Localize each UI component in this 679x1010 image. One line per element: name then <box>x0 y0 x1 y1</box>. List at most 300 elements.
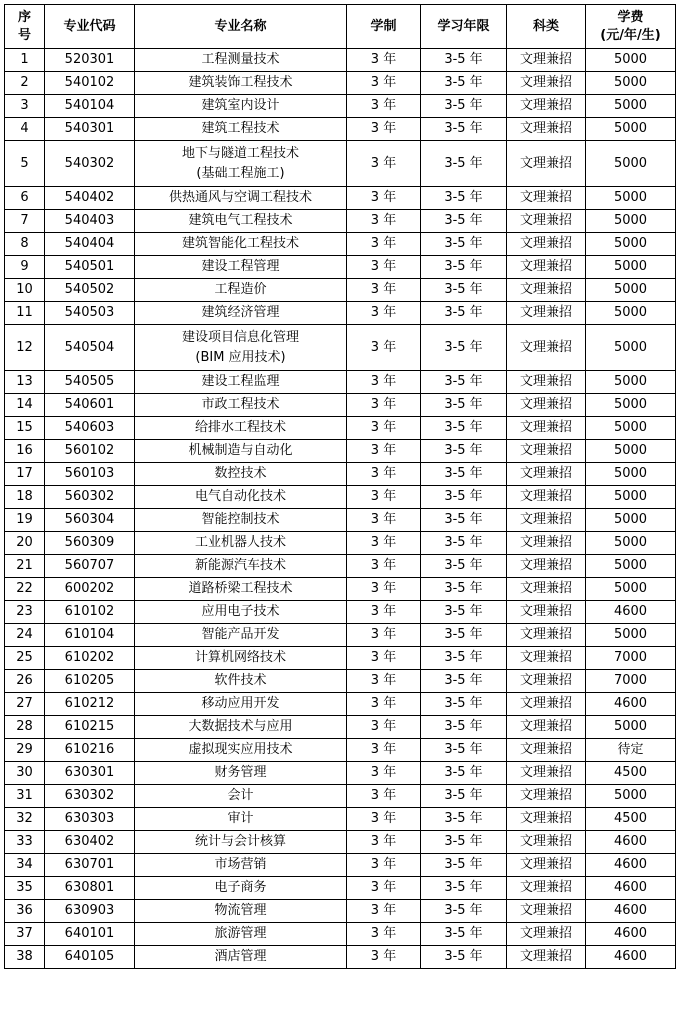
cell-years: 3-5 年 <box>421 72 507 95</box>
cell-years: 3-5 年 <box>421 624 507 647</box>
table-row <box>5 118 676 141</box>
header-seq-line2: 号 <box>17 27 31 43</box>
cell-category: 文理兼招 <box>507 95 586 118</box>
cell-code: 560103 <box>45 463 135 486</box>
cell-category: 文理兼招 <box>507 739 586 762</box>
cell-duration: 3 年 <box>347 187 421 210</box>
table-row <box>5 670 676 693</box>
cell-code: 630402 <box>45 831 135 854</box>
cell-no: 36 <box>5 900 45 923</box>
cell-code: 630301 <box>45 762 135 785</box>
table-row <box>5 302 676 325</box>
cell-no: 32 <box>5 808 45 831</box>
table-row <box>5 463 676 486</box>
table-row <box>5 693 676 716</box>
cell-duration: 3 年 <box>347 808 421 831</box>
cell-no: 20 <box>5 532 45 555</box>
cell-fee: 4600 <box>586 900 676 923</box>
cell-code: 560309 <box>45 532 135 555</box>
cell-code: 540501 <box>45 256 135 279</box>
cell-duration: 3 年 <box>347 141 421 187</box>
cell-fee: 5000 <box>586 417 676 440</box>
cell-duration: 3 年 <box>347 532 421 555</box>
table-row <box>5 923 676 946</box>
cell-years: 3-5 年 <box>421 716 507 739</box>
cell-duration: 3 年 <box>347 325 421 371</box>
cell-no: 37 <box>5 923 45 946</box>
cell-name <box>135 141 347 187</box>
table-row <box>5 578 676 601</box>
table-row <box>5 946 676 969</box>
cell-fee: 5000 <box>586 785 676 808</box>
cell-category: 文理兼招 <box>507 325 586 371</box>
cell-fee: 待定 <box>586 739 676 762</box>
cell-category: 文理兼招 <box>507 256 586 279</box>
cell-fee: 5000 <box>586 394 676 417</box>
cell-category: 文理兼招 <box>507 440 586 463</box>
cell-duration: 3 年 <box>347 900 421 923</box>
cell-years: 3-5 年 <box>421 141 507 187</box>
cell-years: 3-5 年 <box>421 900 507 923</box>
cell-category: 文理兼招 <box>507 624 586 647</box>
cell-no: 18 <box>5 486 45 509</box>
table-row <box>5 808 676 831</box>
table-row <box>5 624 676 647</box>
table-row <box>5 900 676 923</box>
cell-no: 15 <box>5 417 45 440</box>
cell-name: 会计 <box>135 785 347 808</box>
cell-duration: 3 年 <box>347 624 421 647</box>
cell-name: 机械制造与自动化 <box>135 440 347 463</box>
cell-no: 13 <box>5 371 45 394</box>
cell-name: 道路桥梁工程技术 <box>135 578 347 601</box>
cell-category: 文理兼招 <box>507 486 586 509</box>
cell-name: 建筑智能化工程技术 <box>135 233 347 256</box>
cell-duration: 3 年 <box>347 647 421 670</box>
table-row <box>5 739 676 762</box>
cell-years: 3-5 年 <box>421 394 507 417</box>
cell-fee: 5000 <box>586 233 676 256</box>
cell-category: 文理兼招 <box>507 647 586 670</box>
header-study-years: 学习年限 <box>421 5 507 49</box>
cell-code: 610215 <box>45 716 135 739</box>
cell-name: 建筑装饰工程技术 <box>135 72 347 95</box>
table-row <box>5 509 676 532</box>
cell-no: 3 <box>5 95 45 118</box>
cell-no: 1 <box>5 49 45 72</box>
cell-no: 19 <box>5 509 45 532</box>
cell-duration: 3 年 <box>347 256 421 279</box>
cell-no: 27 <box>5 693 45 716</box>
cell-fee: 5000 <box>586 187 676 210</box>
cell-code: 560302 <box>45 486 135 509</box>
cell-years: 3-5 年 <box>421 210 507 233</box>
cell-no: 31 <box>5 785 45 808</box>
cell-duration: 3 年 <box>347 95 421 118</box>
cell-years: 3-5 年 <box>421 233 507 256</box>
cell-fee: 5000 <box>586 624 676 647</box>
cell-fee: 4600 <box>586 946 676 969</box>
cell-code: 540601 <box>45 394 135 417</box>
table-row <box>5 440 676 463</box>
cell-duration: 3 年 <box>347 716 421 739</box>
cell-duration: 3 年 <box>347 877 421 900</box>
cell-code: 540404 <box>45 233 135 256</box>
cell-code: 540603 <box>45 417 135 440</box>
cell-code: 560304 <box>45 509 135 532</box>
major-name-line2: (基础工程施工) <box>196 165 285 181</box>
cell-code: 600202 <box>45 578 135 601</box>
cell-years: 3-5 年 <box>421 256 507 279</box>
table-row <box>5 647 676 670</box>
table-row <box>5 371 676 394</box>
cell-no: 21 <box>5 555 45 578</box>
cell-code: 630903 <box>45 900 135 923</box>
cell-fee: 4600 <box>586 601 676 624</box>
table-row <box>5 279 676 302</box>
cell-name: 市政工程技术 <box>135 394 347 417</box>
cell-no: 16 <box>5 440 45 463</box>
cell-name <box>135 325 347 371</box>
cell-name: 新能源汽车技术 <box>135 555 347 578</box>
cell-no: 35 <box>5 877 45 900</box>
cell-years: 3-5 年 <box>421 49 507 72</box>
cell-code: 540301 <box>45 118 135 141</box>
cell-fee: 5000 <box>586 210 676 233</box>
cell-no: 4 <box>5 118 45 141</box>
header-code: 专业代码 <box>45 5 135 49</box>
cell-no: 22 <box>5 578 45 601</box>
cell-name: 智能产品开发 <box>135 624 347 647</box>
cell-years: 3-5 年 <box>421 509 507 532</box>
major-name-line1: 建设项目信息化管理 <box>181 329 299 345</box>
cell-duration: 3 年 <box>347 233 421 256</box>
cell-duration: 3 年 <box>347 739 421 762</box>
cell-years: 3-5 年 <box>421 601 507 624</box>
cell-no: 28 <box>5 716 45 739</box>
cell-category: 文理兼招 <box>507 946 586 969</box>
cell-fee: 5000 <box>586 95 676 118</box>
cell-name: 建设工程管理 <box>135 256 347 279</box>
cell-fee: 5000 <box>586 486 676 509</box>
cell-code: 630801 <box>45 877 135 900</box>
cell-code: 540402 <box>45 187 135 210</box>
table-row <box>5 762 676 785</box>
header-seq-line1: 序 <box>17 9 31 25</box>
cell-fee: 5000 <box>586 118 676 141</box>
cell-no: 2 <box>5 72 45 95</box>
cell-category: 文理兼招 <box>507 233 586 256</box>
cell-name: 旅游管理 <box>135 923 347 946</box>
cell-code: 640105 <box>45 946 135 969</box>
cell-fee: 4600 <box>586 877 676 900</box>
cell-years: 3-5 年 <box>421 463 507 486</box>
cell-duration: 3 年 <box>347 670 421 693</box>
cell-category: 文理兼招 <box>507 72 586 95</box>
table-body <box>5 49 676 969</box>
cell-duration: 3 年 <box>347 371 421 394</box>
cell-no: 38 <box>5 946 45 969</box>
cell-years: 3-5 年 <box>421 831 507 854</box>
cell-category: 文理兼招 <box>507 808 586 831</box>
cell-name: 建筑电气工程技术 <box>135 210 347 233</box>
table-row <box>5 49 676 72</box>
cell-no: 12 <box>5 325 45 371</box>
cell-name: 给排水工程技术 <box>135 417 347 440</box>
cell-years: 3-5 年 <box>421 302 507 325</box>
table-row <box>5 256 676 279</box>
cell-no: 17 <box>5 463 45 486</box>
cell-no: 14 <box>5 394 45 417</box>
cell-category: 文理兼招 <box>507 532 586 555</box>
cell-no: 6 <box>5 187 45 210</box>
table-row <box>5 877 676 900</box>
cell-code: 610202 <box>45 647 135 670</box>
cell-code: 610216 <box>45 739 135 762</box>
cell-duration: 3 年 <box>347 417 421 440</box>
cell-no: 33 <box>5 831 45 854</box>
cell-years: 3-5 年 <box>421 555 507 578</box>
cell-no: 34 <box>5 854 45 877</box>
cell-fee: 4600 <box>586 923 676 946</box>
cell-duration: 3 年 <box>347 302 421 325</box>
table-row <box>5 532 676 555</box>
cell-duration: 3 年 <box>347 72 421 95</box>
cell-name: 工程测量技术 <box>135 49 347 72</box>
cell-no: 7 <box>5 210 45 233</box>
cell-duration: 3 年 <box>347 831 421 854</box>
table-row <box>5 486 676 509</box>
cell-fee: 5000 <box>586 532 676 555</box>
major-name-line1: 地下与隧道工程技术 <box>181 145 299 161</box>
table-row <box>5 210 676 233</box>
cell-name: 数控技术 <box>135 463 347 486</box>
cell-name: 计算机网络技术 <box>135 647 347 670</box>
cell-code: 630701 <box>45 854 135 877</box>
table-row <box>5 601 676 624</box>
cell-no: 11 <box>5 302 45 325</box>
cell-fee: 5000 <box>586 440 676 463</box>
cell-code: 540505 <box>45 371 135 394</box>
cell-duration: 3 年 <box>347 118 421 141</box>
cell-duration: 3 年 <box>347 210 421 233</box>
cell-name: 审计 <box>135 808 347 831</box>
header-seq <box>5 5 45 49</box>
cell-duration: 3 年 <box>347 946 421 969</box>
cell-no: 8 <box>5 233 45 256</box>
cell-fee: 5000 <box>586 325 676 371</box>
cell-category: 文理兼招 <box>507 670 586 693</box>
cell-fee: 5000 <box>586 578 676 601</box>
header-name: 专业名称 <box>135 5 347 49</box>
cell-years: 3-5 年 <box>421 670 507 693</box>
cell-fee: 5000 <box>586 371 676 394</box>
header-fee <box>586 5 676 49</box>
cell-duration: 3 年 <box>347 394 421 417</box>
cell-duration: 3 年 <box>347 509 421 532</box>
cell-years: 3-5 年 <box>421 854 507 877</box>
cell-duration: 3 年 <box>347 578 421 601</box>
cell-name: 建筑经济管理 <box>135 302 347 325</box>
cell-years: 3-5 年 <box>421 647 507 670</box>
cell-code: 610205 <box>45 670 135 693</box>
cell-years: 3-5 年 <box>421 785 507 808</box>
cell-fee: 7000 <box>586 647 676 670</box>
cell-name: 建筑室内设计 <box>135 95 347 118</box>
cell-fee: 5000 <box>586 72 676 95</box>
cell-fee: 5000 <box>586 49 676 72</box>
cell-name: 工业机器人技术 <box>135 532 347 555</box>
cell-fee: 4500 <box>586 808 676 831</box>
cell-code: 610104 <box>45 624 135 647</box>
table-row <box>5 72 676 95</box>
cell-years: 3-5 年 <box>421 877 507 900</box>
cell-category: 文理兼招 <box>507 762 586 785</box>
cell-category: 文理兼招 <box>507 578 586 601</box>
cell-fee: 5000 <box>586 463 676 486</box>
cell-duration: 3 年 <box>347 693 421 716</box>
table-row <box>5 233 676 256</box>
cell-code: 540504 <box>45 325 135 371</box>
major-name-line2: (BIM 应用技术) <box>195 349 286 365</box>
cell-no: 26 <box>5 670 45 693</box>
cell-duration: 3 年 <box>347 440 421 463</box>
cell-fee: 4600 <box>586 854 676 877</box>
table-row <box>5 187 676 210</box>
cell-duration: 3 年 <box>347 785 421 808</box>
cell-no: 24 <box>5 624 45 647</box>
table-row <box>5 555 676 578</box>
cell-category: 文理兼招 <box>507 49 586 72</box>
cell-years: 3-5 年 <box>421 532 507 555</box>
cell-name: 建筑工程技术 <box>135 118 347 141</box>
cell-code: 540104 <box>45 95 135 118</box>
table-row <box>5 785 676 808</box>
cell-duration: 3 年 <box>347 486 421 509</box>
majors-table <box>4 4 676 969</box>
cell-category: 文理兼招 <box>507 900 586 923</box>
table-row <box>5 854 676 877</box>
cell-category: 文理兼招 <box>507 394 586 417</box>
header-category: 科类 <box>507 5 586 49</box>
cell-code: 540502 <box>45 279 135 302</box>
cell-name: 建设工程监理 <box>135 371 347 394</box>
cell-years: 3-5 年 <box>421 946 507 969</box>
cell-no: 10 <box>5 279 45 302</box>
cell-code: 540403 <box>45 210 135 233</box>
table-row <box>5 394 676 417</box>
cell-no: 25 <box>5 647 45 670</box>
cell-name: 市场营销 <box>135 854 347 877</box>
cell-name: 酒店管理 <box>135 946 347 969</box>
cell-years: 3-5 年 <box>421 279 507 302</box>
cell-name: 财务管理 <box>135 762 347 785</box>
cell-category: 文理兼招 <box>507 509 586 532</box>
cell-years: 3-5 年 <box>421 440 507 463</box>
cell-name: 虚拟现实应用技术 <box>135 739 347 762</box>
cell-category: 文理兼招 <box>507 187 586 210</box>
cell-name: 软件技术 <box>135 670 347 693</box>
cell-duration: 3 年 <box>347 279 421 302</box>
cell-fee: 5000 <box>586 256 676 279</box>
cell-category: 文理兼招 <box>507 118 586 141</box>
cell-years: 3-5 年 <box>421 187 507 210</box>
cell-category: 文理兼招 <box>507 854 586 877</box>
table-row <box>5 141 676 187</box>
table-row <box>5 831 676 854</box>
cell-name: 统计与会计核算 <box>135 831 347 854</box>
cell-code: 540503 <box>45 302 135 325</box>
cell-years: 3-5 年 <box>421 118 507 141</box>
cell-duration: 3 年 <box>347 854 421 877</box>
cell-code: 630302 <box>45 785 135 808</box>
cell-duration: 3 年 <box>347 923 421 946</box>
cell-category: 文理兼招 <box>507 877 586 900</box>
cell-years: 3-5 年 <box>421 417 507 440</box>
cell-code: 610212 <box>45 693 135 716</box>
table-row <box>5 95 676 118</box>
cell-name: 大数据技术与应用 <box>135 716 347 739</box>
cell-fee: 5000 <box>586 141 676 187</box>
cell-code: 640101 <box>45 923 135 946</box>
cell-no: 30 <box>5 762 45 785</box>
cell-years: 3-5 年 <box>421 325 507 371</box>
cell-no: 23 <box>5 601 45 624</box>
cell-category: 文理兼招 <box>507 417 586 440</box>
cell-name: 工程造价 <box>135 279 347 302</box>
cell-years: 3-5 年 <box>421 923 507 946</box>
cell-code: 540302 <box>45 141 135 187</box>
cell-duration: 3 年 <box>347 463 421 486</box>
cell-category: 文理兼招 <box>507 371 586 394</box>
cell-name: 电气自动化技术 <box>135 486 347 509</box>
cell-fee: 5000 <box>586 302 676 325</box>
cell-fee: 4600 <box>586 831 676 854</box>
header-fee-line1: 学费 <box>617 9 644 25</box>
cell-fee: 7000 <box>586 670 676 693</box>
header-duration: 学制 <box>347 5 421 49</box>
cell-years: 3-5 年 <box>421 578 507 601</box>
cell-no: 29 <box>5 739 45 762</box>
cell-category: 文理兼招 <box>507 302 586 325</box>
cell-category: 文理兼招 <box>507 831 586 854</box>
cell-years: 3-5 年 <box>421 762 507 785</box>
cell-category: 文理兼招 <box>507 601 586 624</box>
table-row <box>5 325 676 371</box>
cell-code: 560102 <box>45 440 135 463</box>
cell-duration: 3 年 <box>347 49 421 72</box>
cell-fee: 5000 <box>586 716 676 739</box>
cell-duration: 3 年 <box>347 555 421 578</box>
cell-fee: 5000 <box>586 279 676 302</box>
cell-fee: 5000 <box>586 509 676 532</box>
header-fee-line2: (元/年/生) <box>600 27 661 43</box>
cell-category: 文理兼招 <box>507 923 586 946</box>
cell-years: 3-5 年 <box>421 808 507 831</box>
header-row <box>5 5 676 49</box>
cell-category: 文理兼招 <box>507 785 586 808</box>
cell-code: 520301 <box>45 49 135 72</box>
cell-duration: 3 年 <box>347 601 421 624</box>
cell-category: 文理兼招 <box>507 693 586 716</box>
cell-code: 560707 <box>45 555 135 578</box>
cell-name: 应用电子技术 <box>135 601 347 624</box>
table-row <box>5 716 676 739</box>
cell-code: 630303 <box>45 808 135 831</box>
cell-name: 供热通风与空调工程技术 <box>135 187 347 210</box>
cell-no: 5 <box>5 141 45 187</box>
cell-years: 3-5 年 <box>421 371 507 394</box>
